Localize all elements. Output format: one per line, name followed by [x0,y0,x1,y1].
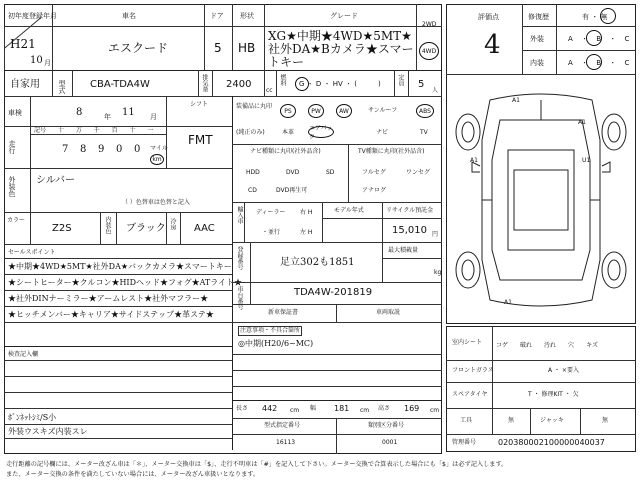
tv-item: アナログ [362,187,387,194]
new-warranty: 新車保証書 [268,309,299,316]
exterior-color-label: 外装色 [8,176,16,197]
nav-type-label: ナビ種類に丸印(社外品含) [250,148,321,155]
shape: HB [238,41,256,55]
recycle-amount: 15,010 [392,225,427,236]
door-label: ドア [210,12,224,20]
grade: XG★中期★4WD★5MT★社外DA★Bカメラ★スマートキー [268,29,414,69]
recycle-label: リサイクル預託金 [386,207,434,214]
equipment-label: 装備品に丸印 [236,103,273,110]
shift: FMT [188,133,213,147]
color-label: カラー [7,217,26,224]
usage: 自家用 [10,79,40,90]
yen-unit: 円 [432,231,439,238]
type-no-label: 型式指定番号 [264,422,301,429]
ac-label: 冷房 [169,218,176,230]
sales-point-line: ★中期★4WD★5MT★社外DA★バックカメラ★スマートキー [8,262,232,271]
mgmt-label: 管理番号 [452,439,477,446]
import-parallel: ・並行 [262,229,281,236]
equip-airbag-label: エアバック [309,125,333,141]
car-damage-diagram [450,80,632,320]
displacement: 2400 [226,79,252,90]
class-no-label: 類別区分番号 [368,422,405,429]
color-change-note: （ ）色替車は色替と記入 [122,199,190,206]
drive-4wd: 4WD [421,47,437,55]
shift-label: シフト [190,101,209,108]
kg-unit: kg [434,269,442,276]
mile-unit: マイル [150,145,168,152]
repair-label: 修復歴 [528,13,549,21]
ac: AAC [194,223,215,234]
interior-options: A ・ B ・ C [568,59,630,67]
mileage-digits [62,144,146,155]
color-code: Z2S [52,223,72,234]
capacity: 5 [418,79,425,90]
cc-unit: cc [266,87,273,94]
interior-label: 内装 [530,59,544,67]
reg-label: 登録番号 [236,246,243,270]
max-load-label: 最大積載量 [388,247,419,254]
equip-aw-label: AW [339,107,349,115]
damage-mark: A1 [504,299,512,306]
car-name: エスクード [108,41,169,55]
first-reg-year: H21 [10,37,36,51]
width: 181 [334,404,350,413]
seat-item: 穴 [568,342,575,349]
seat-item: 汚れ [544,342,557,349]
seat-items [496,340,598,349]
mileage-label: 走行 [8,140,16,154]
first-reg-label: 初年度登録年月 [8,12,57,20]
inspection-label: 車検 [8,109,22,117]
doors: 5 [214,41,222,55]
jack-value: 無 [602,417,609,424]
tv-item: ワンセグ [406,169,431,176]
tools-value: 無 [508,417,515,424]
int-color-label: 内装色 [104,216,111,234]
import-dealer: ディーラー [256,209,286,216]
equip-leather: 本革 [282,129,295,136]
length: 442 [262,404,278,413]
seat-item: コゲ [496,342,509,349]
fuel-options: G ・ D ・ HV ・ ( ) [299,80,381,88]
nav-item: HDD [246,169,260,176]
km-unit: km [152,156,162,163]
equip-abs [416,104,434,118]
sales-point-line: ★社外DINナーミラー★アームレスト★社外マフラー★ [8,294,209,303]
int-color: ブラック [126,223,166,234]
shape-label: 形状 [240,12,254,20]
repair-none-circle [600,8,616,24]
spare-options: T ・ 修理KIT ・ 欠 [528,391,579,398]
mgmt-number: 020380002100000040037 [498,438,605,447]
type-no: 16113 [276,439,296,446]
drive-2wd: 2WD [422,21,437,28]
tv-item: フルセグ [362,169,386,176]
nav-item: DVD [286,169,300,176]
seat-item: 破れ [520,342,533,349]
fuel-label: 燃料 [279,74,286,86]
inspection-year-unit: 年 [104,113,111,121]
class-no: 0001 [382,439,398,446]
capacity-label: 定員 [397,74,404,86]
equip-ps-label: PS [284,107,292,115]
handle-left: 左 H [300,229,313,236]
mileage-digit: 9 [98,144,105,155]
equip-aw [336,104,352,118]
inspection-month: 11 [122,107,135,118]
tools-label: 工具 [460,417,473,424]
model: CBA-TDA4W [90,79,150,90]
equip-airbag [308,125,334,141]
interior-b-circle [586,54,602,70]
seat-label: 室内シート [452,339,483,346]
height-unit: cm [430,407,440,414]
drive-4wd-circle [419,42,439,60]
glass-label: フロントガラス [452,367,494,374]
inspector-line: ﾎﾞﾝﾈｯﾄｼﾐ/S小 [8,413,57,422]
equip-pw [308,104,324,118]
sales-point-line: ★ヒッチメンバー★キャリア★サイドステップ★革ステ★ [8,310,214,319]
km-circle [150,154,164,165]
glass-options: A ・ ×要入 [548,367,579,374]
model-year-label: モデル年式 [334,207,364,214]
equip-ps [280,104,296,118]
disp-label: 排気量 [201,74,208,92]
notes-text: ◎中期(H20/6~MC) [238,339,314,348]
seat-item: キズ [586,342,598,349]
height-label: 高さ [378,405,391,412]
exterior-options: A ・ B ・ C [568,35,630,43]
damage-mark: A1 [512,97,520,104]
equip-tv: TV [420,129,428,136]
inspector-line: 外装ウスキズ内装スレ [8,427,88,436]
inspection-month-unit: 月 [150,113,157,121]
damage-mark: A1 [470,157,478,164]
car-name-label: 車名 [122,12,136,20]
sales-points-label: セールスポイント [8,249,56,256]
inspector-label: 検査記入欄 [8,351,39,358]
equip-navi: ナビ [376,129,389,136]
grade-label: グレード [330,12,358,20]
chassis-number: TDA4W-201819 [294,287,373,298]
spare-label: スペアタイヤ [452,391,488,398]
import-label: 輸入車 [236,206,243,224]
mileage-digit: 0 [116,144,123,155]
equip-abs-label: ABS [419,107,431,115]
nav-item: CD [248,187,257,194]
nav-item: SD [326,169,335,176]
notes-label: 注意事項・不具合箇所 [240,327,301,334]
reg-number: 足立302も1851 [280,257,355,268]
exterior-label: 外装 [530,35,544,43]
sales-point-line: ★シートヒーター★クルコン★HIDヘッド★フォグ★ATライト★ [8,278,243,287]
mileage-digit: 0 [134,144,141,155]
jack-label: ジャッキ [540,417,564,424]
damage-mark: A1 [578,119,586,126]
handle-right: 右 H [300,209,313,216]
model-label: 型式 [58,80,66,94]
month-unit: 月 [44,59,51,67]
nav-item: DVD再生可 [276,187,308,194]
mileage-digit: 8 [80,144,87,155]
owner-manual: 車両取説 [376,309,401,316]
equip-sunroof: サンルーフ [368,107,398,114]
length-label: 長さ [236,405,249,412]
inspection-year: 8 [76,107,83,118]
exterior-b-circle [586,30,602,46]
damage-mark: U1 [582,157,591,164]
height: 169 [404,404,420,413]
repair-options: 有 ・ 無 [582,13,608,21]
exterior-color: シルバー [36,175,76,186]
mileage-digit: 7 [62,144,69,155]
footer-note-2: また、メーター交換の条件を満たしていない場合には、メーター改ざん車扱いとなります。 [6,471,260,478]
first-reg-month: 10 [30,55,43,66]
footer-note-1: 走行距離の記号欄には、メーター改ざん車は「＊」、メーター交換車は「$」、走行不明車は「#」を記入して下さい。メーター交換で合算表示した場合にも「$」は必ず記入します。 [6,461,508,468]
length-unit: cm [290,407,300,414]
chassis-label: 車台番号 [236,286,243,310]
score: 4 [484,30,501,60]
equip-pw-label: PW [311,107,321,115]
width-label: 幅 [310,405,317,412]
score-label: 評価点 [478,13,499,21]
mileage-header: 記号 十 万 千 百 十 一 [34,127,154,134]
equipment-label-2: (純正のみ) [236,129,265,136]
width-unit: cm [360,407,370,414]
capacity-unit: 人 [432,87,439,94]
tv-type-label: TV種類に丸印(社外品含) [358,148,425,155]
